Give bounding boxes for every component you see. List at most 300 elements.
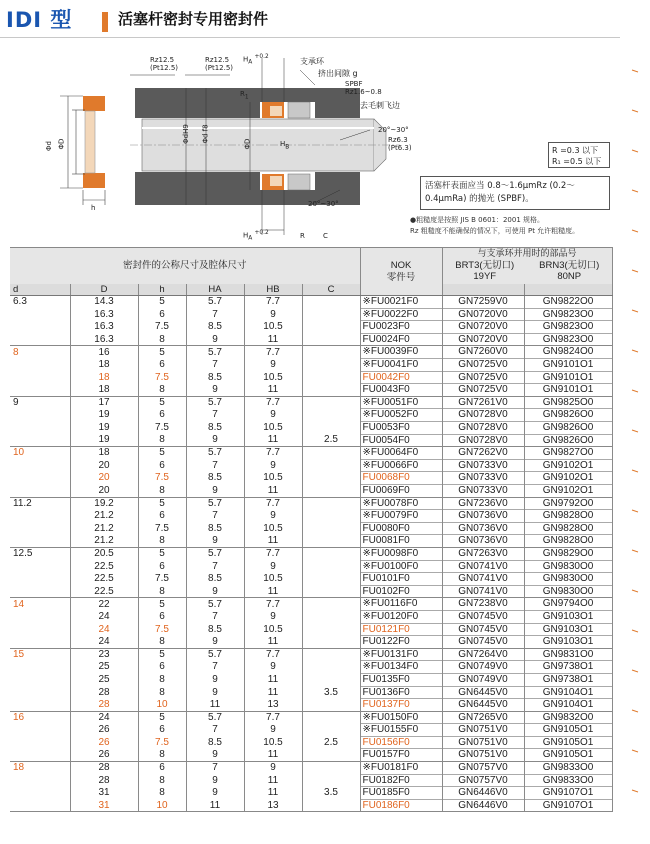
cell-nok: ※FU0131F0	[360, 648, 442, 661]
cell-nok: ※FU0079F0	[360, 510, 442, 523]
cell-c	[302, 699, 360, 712]
cell-c	[302, 535, 360, 548]
cell-hb: 10.5	[244, 623, 302, 636]
cell-brt3: GN0725V0	[442, 384, 524, 397]
cell-c: 2.5	[302, 434, 360, 447]
table-row	[10, 560, 612, 573]
cell-bigd: 22.5	[70, 560, 138, 573]
cell-d	[10, 522, 70, 535]
table-row	[10, 686, 612, 699]
cell-brn3: GN9101O1	[524, 371, 612, 384]
cell-c	[302, 610, 360, 623]
cell-d	[10, 736, 70, 749]
cell-nok: FU0042F0	[360, 371, 442, 384]
cell-h: 8	[138, 673, 186, 686]
cell-d	[10, 610, 70, 623]
cell-c	[302, 724, 360, 737]
cell-c	[302, 296, 360, 309]
cell-d	[10, 787, 70, 800]
cell-c	[302, 321, 360, 334]
cell-hb: 10.5	[244, 321, 302, 334]
seal-h-label: h	[91, 204, 96, 212]
table-row	[10, 774, 612, 787]
cell-brt3: GN0725V0	[442, 359, 524, 372]
cell-ha: 7	[186, 560, 244, 573]
cell-bigd: 21.2	[70, 510, 138, 523]
cell-c	[302, 497, 360, 510]
cell-hb: 9	[244, 560, 302, 573]
cell-hb: 11	[244, 485, 302, 498]
footnote-1: ●粗糙度是按照 JIS B 0601：2001 规格。	[410, 216, 545, 224]
cell-c	[302, 409, 360, 422]
cell-hb: 7.7	[244, 346, 302, 359]
angle-label-1: 20°~30°	[378, 126, 409, 134]
table-row	[10, 724, 612, 737]
cell-d	[10, 434, 70, 447]
cell-h: 7.5	[138, 422, 186, 435]
cell-h: 8	[138, 749, 186, 762]
cell-ha: 9	[186, 485, 244, 498]
cell-c	[302, 384, 360, 397]
cell-hb: 10.5	[244, 736, 302, 749]
cell-nok: ※FU0078F0	[360, 497, 442, 510]
cell-d	[10, 308, 70, 321]
cell-bigd: 21.2	[70, 535, 138, 548]
cell-nok: ※FU0134F0	[360, 661, 442, 674]
cell-c	[302, 371, 360, 384]
cell-h: 7.5	[138, 623, 186, 636]
cell-brt3: GN0745V0	[442, 636, 524, 649]
cell-bigd: 20.5	[70, 547, 138, 560]
cell-brt3: GN0745V0	[442, 610, 524, 623]
cell-d	[10, 573, 70, 586]
cell-h: 7.5	[138, 522, 186, 535]
cell-bigd: 18	[70, 359, 138, 372]
cell-c	[302, 308, 360, 321]
cell-ha: 5.7	[186, 447, 244, 460]
cell-d: 6.3	[10, 296, 70, 309]
cell-d	[10, 422, 70, 435]
cell-ha: 7	[186, 409, 244, 422]
table-row	[10, 673, 612, 686]
chamfer-label: 去毛刺飞边	[360, 101, 400, 110]
cell-hb: 7.7	[244, 497, 302, 510]
table-row	[10, 762, 612, 775]
seal-bigd-label: ΦD	[57, 138, 66, 150]
cell-hb: 11	[244, 787, 302, 800]
table-row	[10, 321, 612, 334]
cell-bigd: 19	[70, 434, 138, 447]
cell-c	[302, 774, 360, 787]
cell-c	[302, 623, 360, 636]
cell-ha: 9	[186, 333, 244, 346]
cell-d: 14	[10, 598, 70, 611]
roughness-label-1: Rz12.5	[150, 56, 175, 64]
cell-brt3: GN6446V0	[442, 799, 524, 812]
cell-h: 6	[138, 610, 186, 623]
cell-d	[10, 333, 70, 346]
table-row	[10, 711, 612, 724]
cell-bigd: 18	[70, 447, 138, 460]
cell-bigd: 31	[70, 787, 138, 800]
cell-brt3: GN0751V0	[442, 736, 524, 749]
cell-ha: 5.7	[186, 346, 244, 359]
cell-c	[302, 799, 360, 812]
cell-h: 5	[138, 396, 186, 409]
cell-brn3: GN9104O1	[524, 686, 612, 699]
cell-brn3: GN9831O0	[524, 648, 612, 661]
angle-label-2: 20°~30°	[308, 200, 339, 208]
cell-brt3: GN0736V0	[442, 535, 524, 548]
table-row	[10, 472, 612, 485]
header-divider	[0, 37, 620, 38]
cell-ha: 5.7	[186, 396, 244, 409]
cell-ha: 7	[186, 724, 244, 737]
table-row	[10, 573, 612, 586]
cell-bigd: 19	[70, 422, 138, 435]
cell-hb: 11	[244, 749, 302, 762]
installation-drawing	[0, 40, 420, 245]
cell-brt3: GN7263V0	[442, 547, 524, 560]
cell-brn3: GN9826O0	[524, 434, 612, 447]
cell-nok: FU0101F0	[360, 573, 442, 586]
rod-dh9-label: ΦdH9	[181, 124, 190, 144]
cell-c	[302, 396, 360, 409]
cell-c	[302, 636, 360, 649]
cell-nok: FU0043F0	[360, 384, 442, 397]
cell-brn3: GN9833O0	[524, 762, 612, 775]
cell-bigd: 28	[70, 774, 138, 787]
cell-ha: 8.5	[186, 522, 244, 535]
cell-nok: FU0122F0	[360, 636, 442, 649]
cell-h: 6	[138, 459, 186, 472]
cell-bigd: 20	[70, 459, 138, 472]
cell-d: 16	[10, 711, 70, 724]
table-row	[10, 623, 612, 636]
col-header-brt3	[442, 284, 524, 296]
cell-hb: 11	[244, 686, 302, 699]
cell-bigd: 26	[70, 736, 138, 749]
cell-h: 6	[138, 560, 186, 573]
cell-nok: FU0053F0	[360, 422, 442, 435]
cell-d	[10, 673, 70, 686]
cell-h: 8	[138, 636, 186, 649]
page-title: 活塞杆密封专用密封件	[118, 10, 269, 28]
cell-hb: 9	[244, 359, 302, 372]
cell-brn3: GN9103O1	[524, 636, 612, 649]
table-row	[10, 736, 612, 749]
cell-nok: FU0156F0	[360, 736, 442, 749]
cell-nok: FU0024F0	[360, 333, 442, 346]
cell-h: 10	[138, 799, 186, 812]
surface-note-2: 0.4μmRa) 的抛光 (SPBF)。	[425, 194, 534, 204]
cell-brn3: GN9828O0	[524, 510, 612, 523]
cell-ha: 5.7	[186, 547, 244, 560]
radius-note-box	[548, 142, 610, 168]
cell-nok: ※FU0155F0	[360, 724, 442, 737]
cell-d	[10, 359, 70, 372]
cell-brn3: GN9107O1	[524, 799, 612, 812]
cell-bigd: 24	[70, 623, 138, 636]
cell-h: 6	[138, 359, 186, 372]
cell-brn3: GN9102O1	[524, 485, 612, 498]
cell-c	[302, 762, 360, 775]
cell-hb: 9	[244, 661, 302, 674]
cell-brn3: GN9105O1	[524, 749, 612, 762]
cell-ha: 9	[186, 384, 244, 397]
cell-brt3: GN7236V0	[442, 497, 524, 510]
table-row	[10, 699, 612, 712]
surface-note-box	[420, 176, 610, 210]
cell-ha: 9	[186, 787, 244, 800]
table-row	[10, 535, 612, 548]
cell-d	[10, 623, 70, 636]
cell-d	[10, 535, 70, 548]
table-row	[10, 434, 612, 447]
cell-h: 8	[138, 384, 186, 397]
roughness-pt-label-1: (Pt12.5)	[150, 64, 179, 72]
cell-d: 15	[10, 648, 70, 661]
table-row	[10, 749, 612, 762]
table-row	[10, 409, 612, 422]
cell-h: 8	[138, 774, 186, 787]
cell-brt3: GN0751V0	[442, 749, 524, 762]
cell-hb: 7.7	[244, 711, 302, 724]
page-header	[0, 0, 650, 40]
cell-d: 10	[10, 447, 70, 460]
cell-bigd: 16.3	[70, 308, 138, 321]
cell-ha: 9	[186, 434, 244, 447]
cell-hb: 7.7	[244, 396, 302, 409]
cell-brt3: GN0733V0	[442, 485, 524, 498]
cell-h: 8	[138, 787, 186, 800]
spbf-label: SPBF	[345, 80, 363, 88]
cell-h: 5	[138, 497, 186, 510]
hb-label: $H_B$	[280, 140, 290, 151]
r-label: R	[300, 232, 305, 240]
cell-ha: 9	[186, 673, 244, 686]
cell-d	[10, 371, 70, 384]
cell-d	[10, 636, 70, 649]
cell-brn3: GN9102O1	[524, 472, 612, 485]
table-row	[10, 636, 612, 649]
cell-nok: ※FU0098F0	[360, 547, 442, 560]
cell-brn3: GN9828O0	[524, 522, 612, 535]
cell-brn3: GN9101O1	[524, 384, 612, 397]
cell-hb: 7.7	[244, 447, 302, 460]
cell-c	[302, 346, 360, 359]
cell-d	[10, 686, 70, 699]
cell-d	[10, 724, 70, 737]
cell-nok: FU0135F0	[360, 673, 442, 686]
cell-brn3: GN9107O1	[524, 787, 612, 800]
cell-brn3: GN9738O1	[524, 673, 612, 686]
table-row	[10, 787, 612, 800]
cell-bigd: 24	[70, 610, 138, 623]
cell-brn3: GN9823O0	[524, 333, 612, 346]
cell-brt3: GN7259V0	[442, 296, 524, 309]
r-note-1: R =0.3 以下	[552, 146, 599, 155]
cell-d	[10, 384, 70, 397]
cell-brn3: GN9830O0	[524, 560, 612, 573]
cell-brt3: GN0736V0	[442, 522, 524, 535]
cell-ha: 9	[186, 774, 244, 787]
cell-brn3: GN9827O0	[524, 447, 612, 460]
cell-brn3: GN9103O1	[524, 610, 612, 623]
cell-c	[302, 547, 360, 560]
cell-h: 8	[138, 686, 186, 699]
cell-ha: 9	[186, 535, 244, 548]
roughness-pt-label-2: (Pt12.5)	[205, 64, 234, 72]
cell-c	[302, 673, 360, 686]
cell-hb: 11	[244, 636, 302, 649]
cell-d: 18	[10, 762, 70, 775]
dims-group-header: 密封件的公称尺寸及腔体尺寸	[10, 248, 360, 284]
cell-brt3: GN7261V0	[442, 396, 524, 409]
col-header-ha: HA	[186, 284, 244, 296]
cell-brt3: GN0733V0	[442, 472, 524, 485]
table-row	[10, 585, 612, 598]
cell-brn3: GN9794O0	[524, 598, 612, 611]
cell-c	[302, 573, 360, 586]
rz63-label: Rz6.3	[388, 136, 408, 144]
cell-c	[302, 447, 360, 460]
col-header-bigd: D	[70, 284, 138, 296]
cell-bigd: 16.3	[70, 321, 138, 334]
cell-d	[10, 409, 70, 422]
cell-bigd: 28	[70, 699, 138, 712]
r-note-2: R₁ =0.5 以下	[552, 157, 602, 166]
cell-ha: 9	[186, 749, 244, 762]
cell-nok: FU0080F0	[360, 522, 442, 535]
cell-c	[302, 648, 360, 661]
cell-hb: 10.5	[244, 371, 302, 384]
cell-hb: 9	[244, 409, 302, 422]
cell-brn3: GN9830O0	[524, 573, 612, 586]
cell-brt3: GN0757V0	[442, 774, 524, 787]
cell-c	[302, 749, 360, 762]
cell-h: 7.5	[138, 736, 186, 749]
cell-c	[302, 560, 360, 573]
cell-nok: ※FU0021F0	[360, 296, 442, 309]
cell-ha: 8.5	[186, 321, 244, 334]
cell-hb: 7.7	[244, 547, 302, 560]
rz16-label: Rz1.6~0.8	[345, 88, 382, 96]
cell-bigd: 18	[70, 384, 138, 397]
cell-brt3: GN7238V0	[442, 598, 524, 611]
cell-d: 12.5	[10, 547, 70, 560]
table-row	[10, 371, 612, 384]
table-row	[10, 396, 612, 409]
table-body	[10, 296, 612, 812]
cell-c	[302, 422, 360, 435]
cell-nok: ※FU0064F0	[360, 447, 442, 460]
cell-hb: 10.5	[244, 522, 302, 535]
cell-h: 5	[138, 447, 186, 460]
cell-brn3: GN9103O1	[524, 623, 612, 636]
cell-hb: 7.7	[244, 296, 302, 309]
cell-hb: 11	[244, 673, 302, 686]
cell-c	[302, 459, 360, 472]
cell-brn3: GN9105O1	[524, 736, 612, 749]
cell-hb: 7.7	[244, 648, 302, 661]
cell-brn3: GN9792O0	[524, 497, 612, 510]
table-row	[10, 333, 612, 346]
cell-h: 8	[138, 585, 186, 598]
cell-brt3: GN0720V0	[442, 308, 524, 321]
cell-nok: FU0137F0	[360, 699, 442, 712]
cell-brn3: GN9823O0	[524, 321, 612, 334]
cell-h: 6	[138, 510, 186, 523]
cell-d	[10, 699, 70, 712]
surface-note-1: 活塞杆表面应当 0.8～1.6μmRz (0.2～	[425, 181, 575, 191]
cell-d	[10, 560, 70, 573]
cell-hb: 10.5	[244, 573, 302, 586]
cell-h: 6	[138, 308, 186, 321]
cell-bigd: 19.2	[70, 497, 138, 510]
cell-brn3: GN9829O0	[524, 547, 612, 560]
footnote-2: Rz 粗糙度不能确保的情况下，可使用 Pt 允许粗糙度。	[410, 227, 580, 235]
cell-c	[302, 661, 360, 674]
table-row	[10, 598, 612, 611]
cell-hb: 9	[244, 724, 302, 737]
cell-bigd: 28	[70, 686, 138, 699]
table-row	[10, 648, 612, 661]
cell-bigd: 22	[70, 598, 138, 611]
cell-brn3: GN9101O1	[524, 359, 612, 372]
cell-brt3: GN0751V0	[442, 724, 524, 737]
cell-nok: ※FU0039F0	[360, 346, 442, 359]
cell-d	[10, 749, 70, 762]
cell-c	[302, 359, 360, 372]
cell-nok: FU0069F0	[360, 485, 442, 498]
bore-d-label: ΦD	[243, 138, 252, 150]
cell-c	[302, 333, 360, 346]
cell-bigd: 23	[70, 648, 138, 661]
cell-ha: 9	[186, 636, 244, 649]
cell-h: 5	[138, 711, 186, 724]
cell-brn3: GN9825O0	[524, 396, 612, 409]
cell-ha: 5.7	[186, 296, 244, 309]
cell-ha: 11	[186, 699, 244, 712]
model-title: IDI 型	[6, 8, 73, 32]
title-accent-bar	[102, 12, 108, 32]
cell-ha: 7	[186, 610, 244, 623]
cell-ha: 8.5	[186, 422, 244, 435]
cell-bigd: 24	[70, 711, 138, 724]
cell-ha: 11	[186, 799, 244, 812]
cell-h: 7.5	[138, 321, 186, 334]
table-row	[10, 346, 612, 359]
cell-bigd: 22.5	[70, 585, 138, 598]
table-row	[10, 422, 612, 435]
cell-hb: 11	[244, 384, 302, 397]
seal-dimension-table	[10, 247, 613, 812]
table-row	[10, 522, 612, 535]
cell-ha: 5.7	[186, 598, 244, 611]
cell-d	[10, 799, 70, 812]
cell-ha: 7	[186, 762, 244, 775]
cell-hb: 10.5	[244, 422, 302, 435]
cell-ha: 7	[186, 359, 244, 372]
cell-h: 5	[138, 648, 186, 661]
cell-bigd: 20	[70, 485, 138, 498]
cell-h: 7.5	[138, 472, 186, 485]
cell-bigd: 31	[70, 799, 138, 812]
cell-brn3: GN9104O1	[524, 699, 612, 712]
cell-brt3: GN0728V0	[442, 434, 524, 447]
cell-d	[10, 774, 70, 787]
